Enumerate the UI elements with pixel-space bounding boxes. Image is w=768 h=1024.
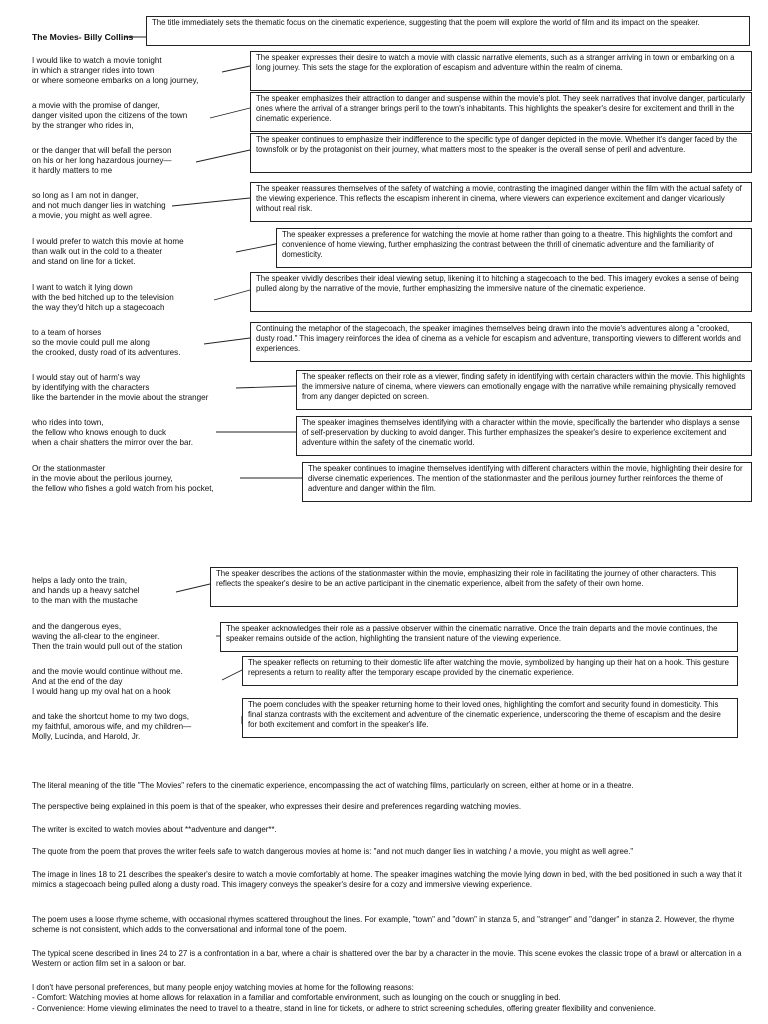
stanza-13: and the movie would continue without me. And at the end of the day I would hang up my oval hat on a hook xyxy=(32,667,183,697)
stanza-8: I would stay out of harm's way by identifying with the characters like the bartender in the movie about the stranger xyxy=(32,373,209,403)
answer-scene: The typical scene described in lines 24 to 27 is a confrontation in a bar, where a chair is shattered over the bar by a character in the movie. This scene evokes the classic trope of a brawl or altercation in a Western or action film set in a saloon or bar. xyxy=(32,949,742,969)
title-annotation: The title immediately sets the thematic focus on the cinematic experience, suggesting that the poem will explore the world of film and its impact on the speaker. xyxy=(146,16,750,46)
poem-title: The Movies- Billy Collins xyxy=(32,32,134,42)
annotation-9: The speaker imagines themselves identifying with a character within the movie, specifically the bartender who displays a sense of self-preservation by ducking to avoid danger. This further emphasizes the speaker's desire to experience excitement and adventure within the safety of the cinematic world. xyxy=(296,416,752,456)
stanza-10: Or the stationmaster in the movie about the perilous journey, the fellow who fishes a gold watch from his pocket, xyxy=(32,464,214,494)
stanza-3: or the danger that will befall the person on his or her long hazardous journey— it hardly matters to me xyxy=(32,146,172,176)
answer-title-meaning: The literal meaning of the title "The Movies" refers to the cinematic experience, encompassing the act of watching films, particularly on screen, either at home or in a theatre. xyxy=(32,781,634,790)
preference-convenience: - Convenience: Home viewing eliminates the need to travel to a theatre, stand in line for tickets, or adhere to strict screening schedules, offering greater flexibility and convenience. xyxy=(32,1004,656,1013)
stanza-9: who rides into town, the fellow who knows enough to duck when a chair shatters the mirror over the bar. xyxy=(32,418,194,448)
annotation-10: The speaker continues to imagine themselves identifying with different characters within the movie, highlighting their desire for diverse cinematic experiences. The mention of the stationmaster and the perilous journey further reinforces the theme of adventure and danger within the film. xyxy=(302,462,752,502)
stanza-11: helps a lady onto the train, and hands up a heavy satchel to the man with the mustache xyxy=(32,576,140,606)
answer-perspective: The perspective being explained in this poem is that of the speaker, who expresses their desire and preferences regarding watching movies. xyxy=(32,802,522,811)
stanza-12: and the dangerous eyes, waving the all-clear to the engineer. Then the train would pull out of the station xyxy=(32,622,183,652)
annotation-6: The speaker vividly describes their ideal viewing setup, likening it to hitching a stagecoach to the bed. This imagery evokes a sense of being pulled along by the narrative of the movie, further emphasizing the immersive nature of the cinematic experience. xyxy=(250,272,752,312)
answer-rhyme: The poem uses a loose rhyme scheme, with occasional rhymes scattered throughout the lines. For example, "town" and "down" in stanza 5, and "stranger" and "danger" in stanza 2. However, the rhyme scheme is not consistent, which adds to the conversational and informal tone of the poem. xyxy=(32,915,735,935)
annotation-12: The speaker acknowledges their role as a passive observer within the cinematic narrative. Once the train departs and the movie continues, the speaker remains outside of the action, highlighting the transient nature of the viewing experience. xyxy=(220,622,738,652)
stanza-2: a movie with the promise of danger, danger visited upon the citizens of the town by the stranger who rides in, xyxy=(32,101,188,131)
annotation-11: The speaker describes the actions of the stationmaster within the movie, emphasizing their role in facilitating the journey of other characters. This reflects the speaker's desire to be an active participant in the cinematic experience, albeit from the safety of their own home. xyxy=(210,567,738,607)
stanza-1: I would like to watch a movie tonight in which a stranger rides into town or where someone embarks on a long journey, xyxy=(32,56,199,86)
annotation-8: The speaker reflects on their role as a viewer, finding safety in identifying with certain characters within the movie. This highlights the immersive nature of cinema, where viewers can emotionally engage with the narrative while remaining physically removed from any danger depicted on screen. xyxy=(296,370,752,410)
annotation-14: The poem concludes with the speaker returning home to their loved ones, highlighting the comfort and security found in domesticity. This final stanza contrasts with the excitement and adventure of the cinematic experience, underscoring the theme of escapism and the desire for both excitement and comfort in the speaker's life. xyxy=(242,698,738,738)
annotation-13: The speaker reflects on returning to their domestic life after watching the movie, symbolized by hanging up their hat on a hook. This gesture represents a return to reality after the temporary escape provided by the cinematic experience. xyxy=(242,656,738,686)
annotation-1: The speaker expresses their desire to watch a movie with classic narrative elements, such as a stranger arriving in town or embarking on a long journey. This sets the stage for the exploration of escapism and adventure within the realm of cinema. xyxy=(250,51,752,91)
annotation-4: The speaker reassures themselves of the safety of watching a movie, contrasting the imagined danger within the film with the actual safety of the viewing experience. This reflects the escapism inherent in cinema, where viewers can experience excitement and danger vicariously without real risk. xyxy=(250,182,752,222)
stanza-6: I want to watch it lying down with the bed hitched up to the television the way they'd hitch up a stagecoach xyxy=(32,283,174,313)
annotation-7: Continuing the metaphor of the stagecoach, the speaker imagines themselves being drawn into the movie's adventures along a "crooked, dusty road." This imagery reinforces the idea of cinema as a vehicle for escapism and adventure, transporting viewers to different worlds and experiences. xyxy=(250,322,752,362)
annotation-2: The speaker emphasizes their attraction to danger and suspense within the movie's plot. They seek narratives that involve danger, particularly ones where the arrival of a stranger brings peril to the town's inhabitants. This highlights the speaker's desire for excitement and thrill in the cinematic experience. xyxy=(250,92,752,132)
answer-quote: The quote from the poem that proves the writer feels safe to watch dangerous movies at home is: "and not much danger lies in watching / a movie, you might as well agree." xyxy=(32,847,634,856)
answer-excitement: The writer is excited to watch movies about **adventure and danger**. xyxy=(32,825,277,834)
annotation-3: The speaker continues to emphasize their indifference to the specific type of danger depicted in the movie. Whether it's danger faced by the townsfolk or by the protagonist on their journey, what matters most to the speaker is the overall sense of peril and adventure. xyxy=(250,133,752,173)
preference-comfort: - Comfort: Watching movies at home allows for relaxation in a familiar and comfortable environment, such as lounging on the couch or snuggling in bed. xyxy=(32,993,561,1002)
answer-image: The image in lines 18 to 21 describes the speaker's desire to watch a movie comfortably at home. The speaker imagines watching the movie lying down in bed, with the bed positioned in such a way that it mimics a stagecoach being pulled along a dusty road. This imagery conveys the speaker's desire for a cozy and immersive viewing experience. xyxy=(32,870,742,890)
stanza-7: to a team of horses so the movie could pull me along the crooked, dusty road of its adventures. xyxy=(32,328,181,358)
stanza-4: so long as I am not in danger, and not much danger lies in watching a movie, you might as well agree. xyxy=(32,191,166,221)
preferences-intro: I don't have personal preferences, but many people enjoy watching movies at home for the following reasons: xyxy=(32,983,414,992)
stanza-14: and take the shortcut home to my two dogs, my faithful, amorous wife, and my children— Molly, Lucinda, and Harold, Jr. xyxy=(32,712,192,742)
annotation-5: The speaker expresses a preference for watching the movie at home rather than going to a theatre. This highlights the comfort and convenience of home viewing, further emphasizing the contrast between the thrill of cinematic adventure and the familiarity of domesticity. xyxy=(276,228,752,268)
stanza-5: I would prefer to watch this movie at home than walk out in the cold to a theater and stand on line for a ticket. xyxy=(32,237,184,267)
